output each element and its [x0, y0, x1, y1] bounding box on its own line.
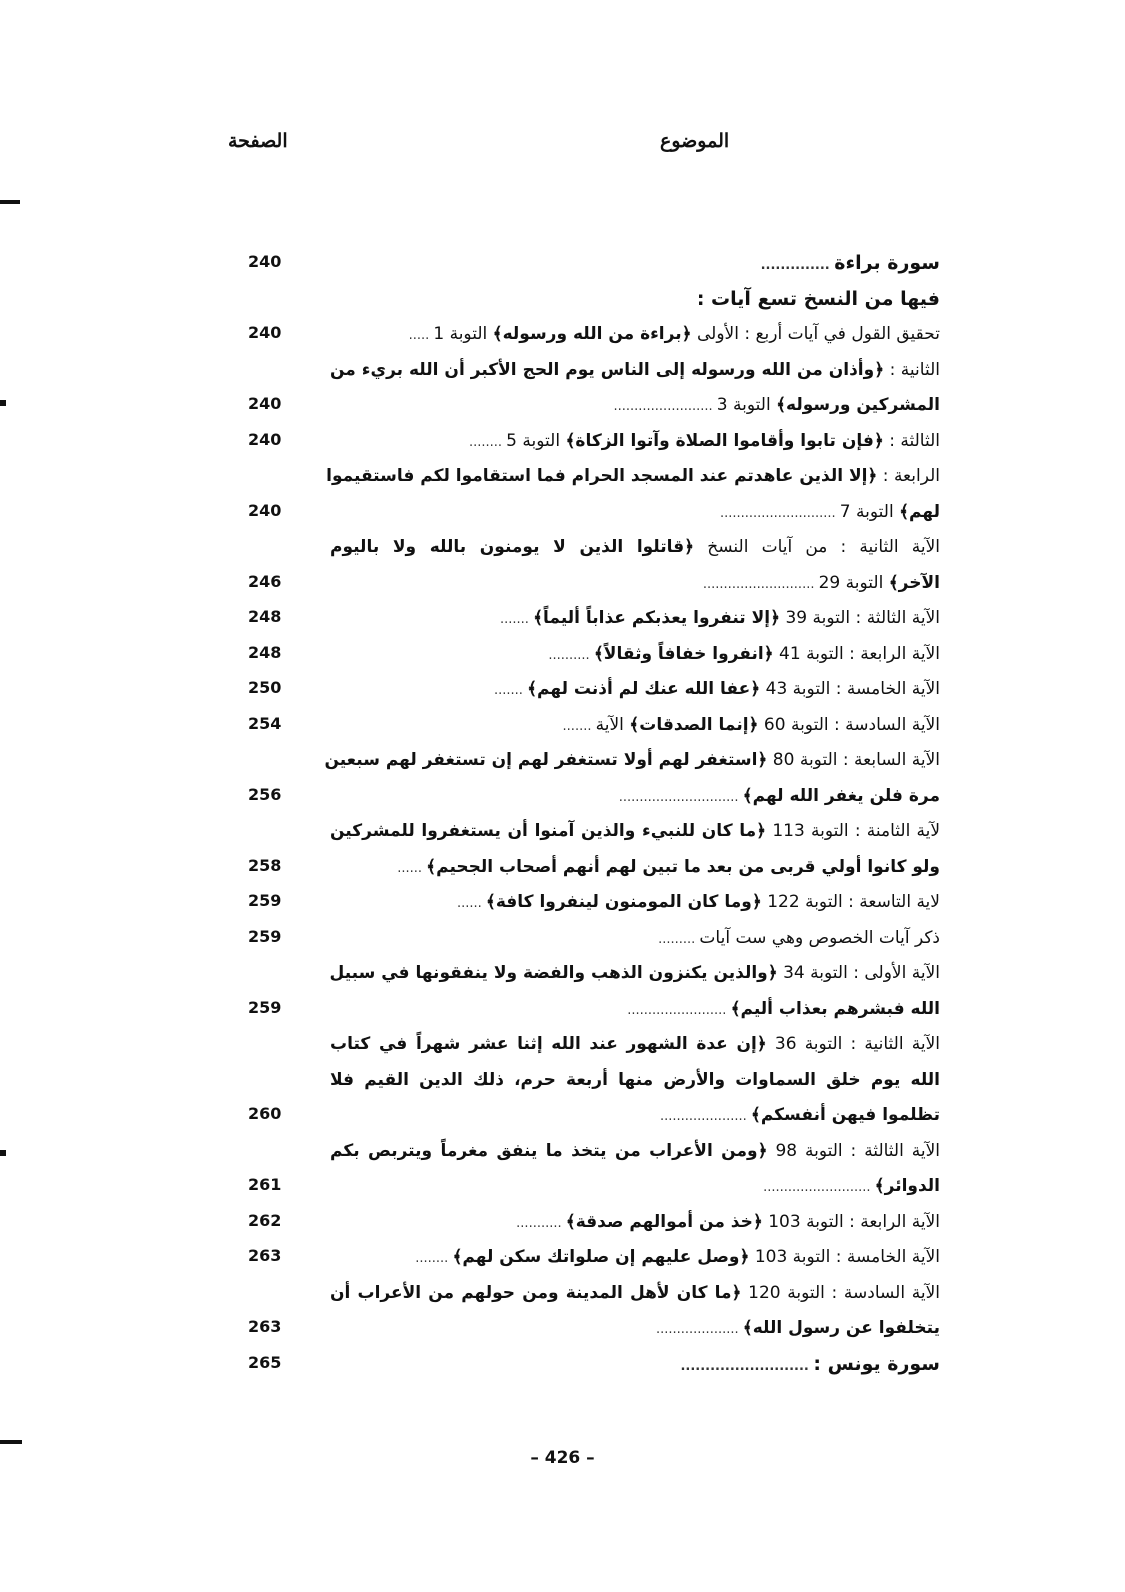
leader-dots: ........ [468, 434, 507, 450]
toc-entry-text: الله يوم خلق السماوات والأرض منها أربعة حرم، ذلك الدين القيم فلا [330, 1069, 940, 1090]
toc-row [240, 390, 940, 426]
toc-row [240, 532, 940, 568]
toc-page-number: 254 [248, 713, 282, 733]
toc-row [240, 284, 940, 320]
toc-entry-text: ذكر آيات الخصوص وهي ست آيات ......... [658, 927, 940, 948]
toc-entry-text: يتخلفوا عن رسول الله﴾ .................... [655, 1318, 940, 1338]
toc-page-number: 246 [248, 571, 282, 591]
toc-entry-text: الرابعة : ﴿إلا الذين عاهدتم عند المسجد الحرام فما استقاموا لكم فاستقيموا [326, 466, 940, 486]
toc-row [240, 923, 940, 959]
toc-entry-text: الآخر﴾ التوبة 29 ........................... [702, 572, 940, 593]
toc-row [240, 958, 940, 994]
toc-entry-text: لاية التاسعة : التوبة 122 ﴿وما كان المومنون لينفروا كافة﴾ ...... [456, 892, 940, 912]
toc-row [240, 568, 940, 604]
toc-entry-text: فيها من النسخ تسع آيات : [696, 287, 940, 310]
scan-edge-mark [0, 400, 6, 406]
leader-dots: ........................ [613, 399, 717, 414]
toc-page-number: 240 [248, 252, 282, 271]
toc-page-number: 258 [248, 855, 282, 875]
leader-dots: ........... [516, 1215, 566, 1231]
toc-page-number: 263 [248, 1317, 282, 1336]
leader-dots: ..... [408, 328, 434, 343]
toc-entry-text: الآية الثالثة : التوبة 39 ﴿إلا تنفروا يعذبكم عذاباً أليماً﴾ ....... [500, 608, 940, 628]
toc-page-number: 248 [248, 607, 282, 626]
toc-page-number: 261 [248, 1175, 282, 1194]
toc-page-number: 240 [248, 323, 282, 342]
toc-row [240, 1242, 940, 1278]
toc-page-number: 250 [248, 678, 282, 697]
toc-page-number: 265 [248, 1352, 282, 1372]
leader-dots: ....... [500, 612, 534, 627]
leader-dots: ............................. [618, 789, 743, 805]
toc-row [240, 816, 940, 852]
leader-dots: ........ [415, 1251, 453, 1266]
toc-row [240, 461, 940, 497]
leader-dots: ........................... [702, 576, 819, 592]
toc-entry-text: الآية الخامسة : التوبة 43 ﴿عفا الله عنك لم أذنت لهم﴾ ....... [494, 679, 940, 699]
toc-entry-text: سورة يونس : .......................... [680, 1352, 940, 1375]
column-header-subject: الموضوع [660, 130, 730, 152]
toc-row [240, 745, 940, 781]
leader-dots: ...... [397, 860, 427, 876]
toc-entry-text: الثانية : ﴿وأذان من الله ورسوله إلى الناس يوم الحج الأكبر أن الله بريء من [330, 359, 940, 380]
leader-dots: ............................ [719, 505, 840, 521]
toc-page-number: 259 [248, 997, 282, 1017]
toc-page-number: 262 [248, 1210, 282, 1230]
toc-page-number: 256 [248, 784, 282, 804]
leader-dots: .......................... [763, 1180, 875, 1195]
toc-row [240, 1207, 940, 1243]
toc-row [240, 248, 940, 284]
toc-page-number: 240 [248, 500, 282, 520]
toc-row [240, 1136, 940, 1172]
leader-dots: .............. [760, 258, 835, 273]
toc-page-number: 240 [248, 394, 282, 413]
leader-dots: ..................... [659, 1109, 751, 1124]
toc-row [240, 852, 940, 888]
leader-dots: .......... [548, 647, 594, 663]
toc-entry-text: الآية الثالثة : التوبة 98 ﴿ومن الأعراب من يتخذ ما ينفق مغرماً ويتربص بكم [330, 1140, 940, 1161]
leader-dots: ......... [658, 931, 700, 947]
toc-page-number: 259 [248, 926, 282, 946]
toc-row [240, 426, 940, 462]
toc-entry-text: لهم﴾ التوبة 7 ............................ [719, 501, 940, 522]
toc-entry-text: الآية السابعة : التوبة 80 ﴿استغفر لهم أولا تستغفر لهم إن تستغفر لهم سبعين [324, 750, 940, 770]
scan-edge-mark [0, 1150, 6, 1156]
toc-row [240, 1100, 940, 1136]
toc-page-number: 248 [248, 642, 282, 662]
leader-dots: ....... [494, 683, 528, 698]
toc-entry-text: الآية السادسة : التوبة 120 ﴿ما كان لأهل المدينة ومن حولهم من الأعراب أن [330, 1282, 940, 1303]
toc-entry-text: ولو كانوا أولي قربى من بعد ما تبين لهم أنهم أصحاب الجحيم﴾ ...... [397, 856, 940, 877]
leader-dots: ...... [456, 896, 486, 911]
toc-page-number: 259 [248, 891, 282, 910]
toc-row [240, 355, 940, 391]
toc-row [240, 1313, 940, 1349]
toc-row [240, 497, 940, 533]
toc-row [240, 1171, 940, 1207]
toc-row [240, 1065, 940, 1101]
toc-entry-text: الآية الرابعة : التوبة 103 ﴿خذ من أموالهم صدقة﴾ ........... [516, 1211, 940, 1232]
leader-dots: ........................ [627, 1002, 731, 1018]
table-of-contents [240, 248, 940, 1384]
toc-entry-text: الآية الأولى : التوبة 34 ﴿والذين يكنزون الذهب والفضة ولا ينفقونها في سبيل [329, 963, 940, 983]
scan-edge-mark [0, 200, 20, 204]
leader-dots: .......................... [680, 1358, 814, 1374]
toc-entry-text: الآية الخامسة : التوبة 103 ﴿وصل عليهم إن صلواتك سكن لهم﴾ ........ [415, 1247, 940, 1267]
page-number: – 426 – [530, 1448, 595, 1468]
leader-dots: ....... [562, 718, 596, 734]
toc-entry-text: سورة براءة .............. [760, 252, 940, 274]
toc-entry-text: الله فبشرهم بعذاب أليم﴾ ........................ [627, 998, 940, 1019]
toc-page-number: 240 [248, 429, 282, 449]
toc-entry-text: لآية الثامنة : التوبة 113 ﴿ما كان للنبيء والذين آمنوا أن يستغفروا للمشركين [330, 821, 941, 841]
toc-entry-text: الآية الثانية : التوبة 36 ﴿إن عدة الشهور عند الله إثنا عشر شهراً في كتاب [330, 1034, 940, 1054]
toc-row [240, 994, 940, 1030]
toc-row [240, 1029, 940, 1065]
toc-entry-text: تحقيق القول في آيات أربع : الأولى ﴿براءة من الله ورسوله﴾ التوبة 1 ..... [408, 324, 940, 344]
toc-entry-text: الثالثة : ﴿فإن تابوا وأقاموا الصلاة وآتوا الزكاة﴾ التوبة 5 ........ [468, 430, 940, 451]
toc-row [240, 639, 940, 675]
toc-row [240, 887, 940, 923]
toc-entry-text: تظلموا فيهن أنفسكم﴾ ..................... [659, 1105, 940, 1125]
toc-row [240, 603, 940, 639]
toc-row [240, 781, 940, 817]
toc-page-number: 260 [248, 1104, 282, 1123]
leader-dots: .................... [655, 1322, 743, 1337]
toc-row [240, 674, 940, 710]
toc-entry-text: مرة فلن يغفر الله لهم﴾ ............................. [618, 785, 940, 806]
toc-entry-text: الدوائر﴾ .......................... [763, 1176, 940, 1196]
toc-entry-text: الآية السادسة : التوبة 60 ﴿إنما الصدقات﴾ الآية ....... [562, 714, 940, 735]
scan-edge-mark [0, 1440, 22, 1444]
toc-row [240, 1278, 940, 1314]
toc-row [240, 319, 940, 355]
toc-entry-text: الآية الرابعة : التوبة 41 ﴿انفروا خفافاً وثقالاً﴾ .......... [548, 643, 940, 664]
toc-row [240, 1349, 940, 1385]
toc-row [240, 710, 940, 746]
column-header-page: الصفحة [228, 130, 288, 152]
toc-entry-text: المشركين ورسوله﴾ التوبة 3 ........................ [613, 395, 940, 415]
toc-entry-text: الآية الثانية : من آيات النسخ ﴿قاتلوا الذين لا يومنون بالله ولا باليوم [330, 537, 940, 557]
toc-page-number: 263 [248, 1246, 282, 1265]
